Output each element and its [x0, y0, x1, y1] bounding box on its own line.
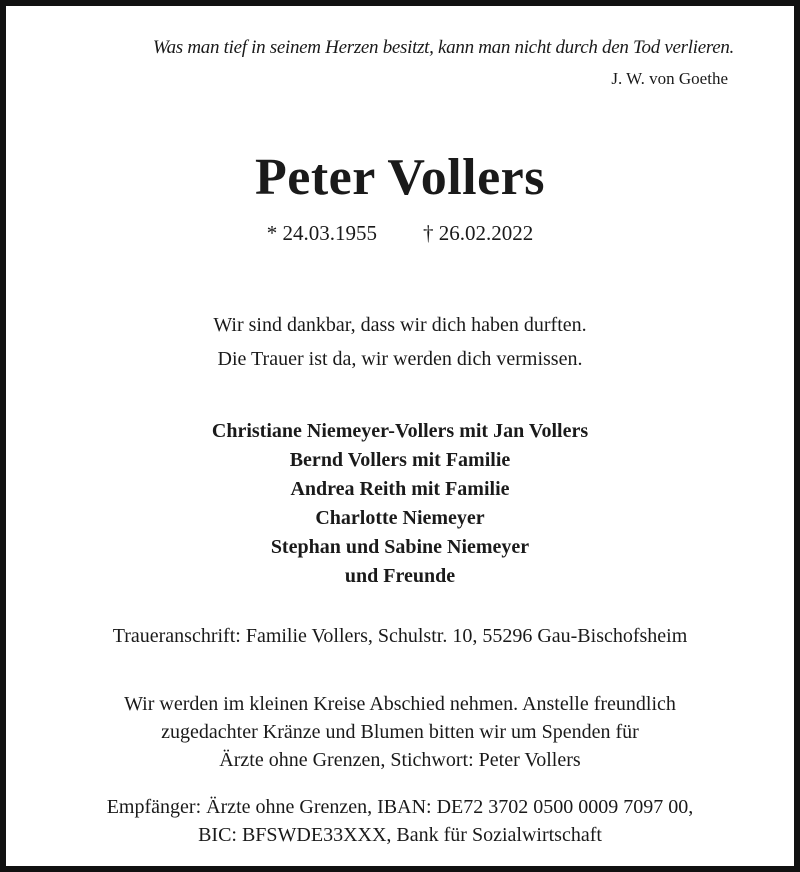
epigraph-quote: Was man tief in seinem Herzen besitzt, kann man nicht durch den Tod verlieren. [152, 37, 734, 58]
mourner-entry: Christiane Niemeyer-Vollers mit Jan Vollers [211, 420, 589, 442]
verse-line: Die Trauer ist da, wir werden dich vermissen. [217, 348, 583, 370]
mourner-entry: Charlotte Niemeyer [315, 507, 485, 529]
mourner-entry: Andrea Reith mit Familie [290, 478, 510, 500]
birth-date: * 24.03.1955 [266, 221, 377, 245]
mourners-list [6, 417, 794, 591]
life-dates [6, 219, 794, 247]
mourning-address: Traueranschrift: Familie Vollers, Schulstr. 10, 55296 Gau-Bischofsheim [112, 625, 688, 647]
deceased-name: Peter Vollers [254, 149, 545, 206]
verse-line: Wir sind dankbar, dass wir dich haben durften. [213, 314, 587, 336]
quote-author: J. W. von Goethe [611, 69, 728, 88]
donation-bank-details [6, 793, 794, 849]
notice-line: Ärzte ohne Grenzen, Stichwort: Peter Vollers [219, 749, 581, 771]
notice-line: Wir werden im kleinen Kreise Abschied nehmen. Anstelle freundlich [124, 693, 676, 715]
mourner-entry: Stephan und Sabine Niemeyer [270, 536, 530, 558]
mourner-entry: Bernd Vollers mit Familie [289, 449, 511, 471]
death-date: † 26.02.2022 [423, 221, 534, 245]
memorial-verse [6, 308, 794, 376]
bank-line: BIC: BFSWDE33XXX, Bank für Sozialwirtschaft [198, 824, 602, 846]
bank-line: Empfänger: Ärzte ohne Grenzen, IBAN: DE72 3702 0500 0009 7097 00, [106, 796, 694, 818]
farewell-notice [6, 690, 794, 774]
mourner-entry: und Freunde [344, 565, 456, 587]
notice-line: zugedachter Kränze und Blumen bitten wir um Spenden für [161, 721, 639, 743]
